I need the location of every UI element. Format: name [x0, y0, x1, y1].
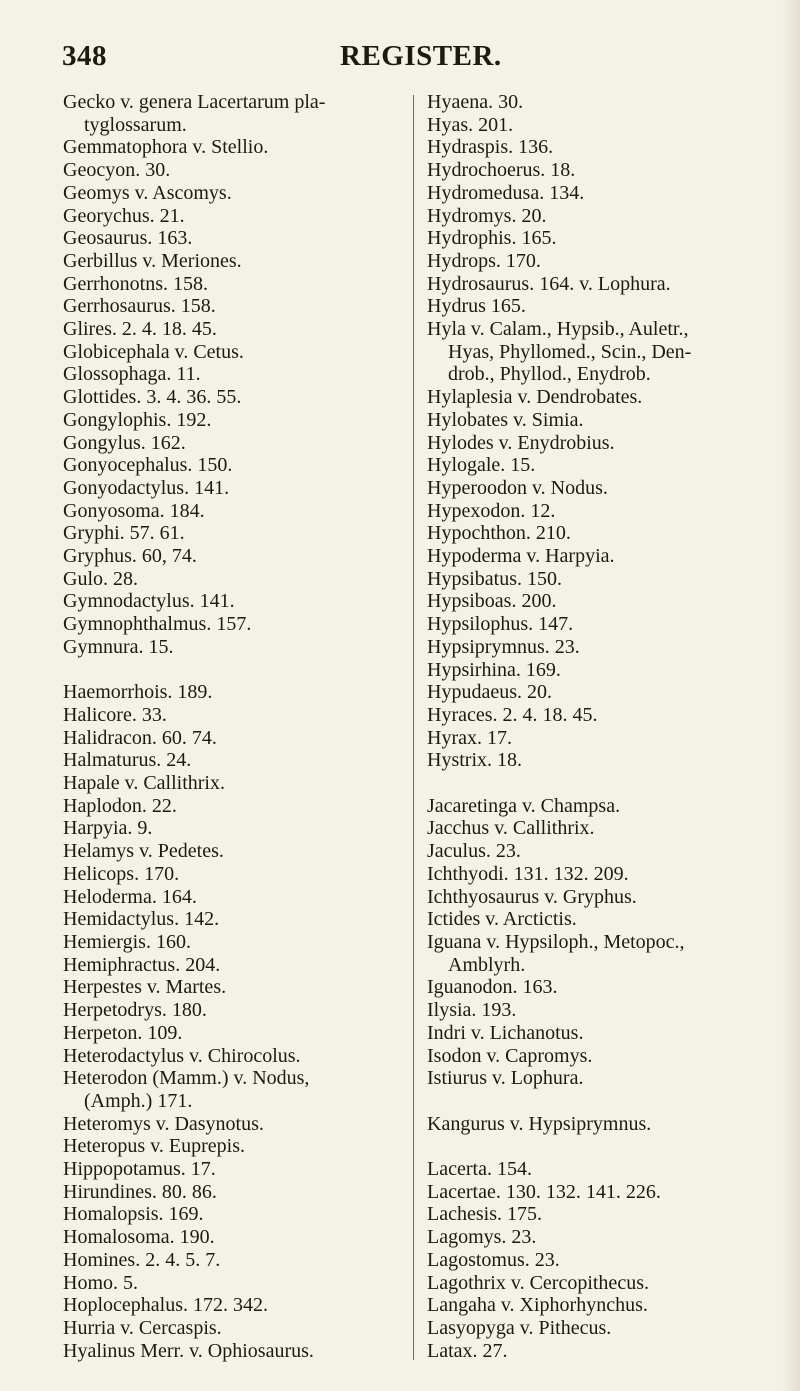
index-entry: Lagomys. 23. — [427, 1226, 537, 1249]
index-entry: Hydrus 165. — [427, 295, 526, 318]
index-entry: Herpetodrys. 180. — [63, 999, 207, 1022]
index-entry-continuation: tyglossarum. — [84, 113, 187, 136]
index-entry: Georychus. 21. — [63, 204, 185, 227]
index-entry: Glires. 2. 4. 18. 45. — [63, 318, 217, 341]
index-entry: Gerbillus v. Meriones. — [63, 249, 242, 272]
index-entry: Hurria v. Cercaspis. — [63, 1316, 222, 1339]
index-entry: Hylobates v. Simia. — [427, 408, 584, 431]
index-entry: Homalosoma. 190. — [63, 1226, 215, 1249]
index-entry: Hyperoodon v. Nodus. — [427, 476, 608, 499]
index-entry: Gonyocephalus. 150. — [63, 454, 233, 477]
index-entry: Lacerta. 154. — [427, 1158, 532, 1180]
page-edge-shadow — [782, 0, 800, 1391]
index-entry: Hystrix. 18. — [427, 749, 522, 772]
index-entry: Gryphus. 60, 74. — [63, 545, 197, 568]
index-entry: Glottides. 3. 4. 36. 55. — [63, 386, 242, 409]
right-index-column — [427, 91, 767, 1362]
index-entry: Halmaturus. 24. — [63, 749, 192, 772]
index-entry: Hylodes v. Enydrobius. — [427, 431, 615, 454]
index-entry: Heteropus v. Euprepis. — [63, 1135, 245, 1158]
index-entry: Hylaplesia v. Dendrobates. — [427, 386, 643, 409]
index-entry-continuation: Hyas, Phyllomed., Scin., Den- — [448, 340, 692, 363]
index-entry: Hemiergis. 160. — [63, 931, 191, 953]
index-entry: Hypsirhina. 169. — [427, 658, 561, 681]
index-entry: Herpestes v. Martes. — [63, 976, 227, 999]
index-entry: Gulo. 28. — [63, 567, 138, 590]
left-index-column — [63, 91, 408, 1362]
index-entry-continuation: (Amph.) 171. — [84, 1089, 193, 1112]
index-entry: Kangurus v. Hypsiprymnus. — [427, 1112, 652, 1135]
index-entry: Hydrochoerus. 18. — [427, 159, 576, 182]
index-entry: Hapale v. Callithrix. — [63, 772, 225, 795]
index-entry: Hypexodon. 12. — [427, 499, 556, 522]
index-entry: Halicore. 33. — [63, 703, 167, 726]
index-entry: Heteromys v. Dasynotus. — [63, 1112, 264, 1135]
index-entry: Hydrophis. 165. — [427, 227, 557, 250]
index-entry: Heloderma. 164. — [63, 885, 197, 908]
index-entry: Hemiphractus. 204. — [63, 953, 221, 976]
index-entry: Herpeton. 109. — [63, 1021, 183, 1044]
index-entry: Iguana v. Hypsiloph., Metopoc., — [427, 931, 685, 953]
index-entry: Latax. 27. — [427, 1339, 508, 1362]
index-entry: Gemmatophora v. Stellio. — [63, 136, 269, 159]
index-entry: Hypoderma v. Harpyia. — [427, 545, 615, 568]
index-entry: Hyrax. 17. — [427, 726, 512, 749]
index-entry: Istiurus v. Lophura. — [427, 1067, 584, 1090]
index-entry: Lacertae. 130. 132. 141. 226. — [427, 1180, 661, 1203]
index-entry: Ilysia. 193. — [427, 999, 517, 1022]
index-entry: Ichthyodi. 131. 132. 209. — [427, 862, 629, 885]
index-entry: Hirundines. 80. 86. — [63, 1180, 217, 1203]
index-entry: Lagothrix v. Cercopithecus. — [427, 1271, 649, 1294]
index-entry: Harpyia. 9. — [63, 817, 153, 840]
page-number: 348 — [62, 40, 107, 72]
index-entry: Jaculus. 23. — [427, 840, 521, 863]
index-entry: Ictides v. Arctictis. — [427, 908, 577, 931]
section-gap — [427, 772, 767, 795]
index-entry: Hylogale. 15. — [427, 454, 536, 477]
index-entry: Hoplocephalus. 172. 342. — [63, 1294, 268, 1317]
index-entry: Langaha v. Xiphorhynchus. — [427, 1294, 648, 1317]
index-entry: Hyas. 201. — [427, 113, 514, 136]
index-entry: Gongylus. 162. — [63, 431, 186, 454]
index-entry: Haemorrhois. 189. — [63, 681, 213, 704]
index-entry: Geosaurus. 163. — [63, 227, 193, 250]
index-entry: Hippopotamus. 17. — [63, 1158, 216, 1181]
section-gap — [427, 1135, 767, 1158]
section-gap — [63, 659, 408, 682]
index-entry: Hydrosaurus. 164. v. Lophura. — [427, 272, 671, 295]
index-entry: Hypudaeus. 20. — [427, 681, 552, 704]
index-entry: Geocyon. 30. — [63, 159, 171, 182]
index-entry: Haplodon. 22. — [63, 794, 177, 817]
index-entry: Gongylophis. 192. — [63, 408, 212, 431]
index-entry: Hemidactylus. 142. — [63, 908, 220, 931]
index-entry-continuation: drob., Phyllod., Enydrob. — [448, 363, 651, 386]
index-entry: Ichthyosaurus v. Gryphus. — [427, 885, 637, 908]
index-entry: Gonyodactylus. 141. — [63, 476, 230, 499]
index-entry: Gerrhonotns. 158. — [63, 272, 208, 295]
index-entry: Hypsibatus. 150. — [427, 567, 562, 590]
index-entry: Heterodon (Mamm.) v. Nodus, — [63, 1067, 310, 1090]
column-divider — [413, 95, 414, 1360]
index-entry: Hyalinus Merr. v. Ophiosaurus. — [63, 1339, 314, 1362]
index-entry: Gryphi. 57. 61. — [63, 522, 185, 545]
index-entry: Hydromedusa. 134. — [427, 181, 585, 204]
index-entry: Jacaretinga v. Champsa. — [427, 794, 621, 817]
index-entry: Gecko v. genera Lacertarum pla- — [63, 91, 326, 113]
index-entry-continuation: Amblyrh. — [448, 953, 526, 976]
index-entry: Hypsilophus. 147. — [427, 613, 574, 636]
index-entry: Gymnodactylus. 141. — [63, 590, 235, 613]
index-entry: Hyla v. Calam., Hypsib., Auletr., — [427, 318, 689, 341]
index-entry: Hydrops. 170. — [427, 249, 541, 272]
index-entry: Indri v. Lichanotus. — [427, 1021, 584, 1044]
index-entry: Helicops. 170. — [63, 862, 180, 885]
index-entry: Hypsiboas. 200. — [427, 590, 557, 613]
index-entry: Gymnophthalmus. 157. — [63, 613, 252, 636]
index-entry: Globicephala v. Cetus. — [63, 340, 244, 363]
index-entry: Gonyosoma. 184. — [63, 499, 205, 522]
index-entry: Hyaena. 30. — [427, 91, 524, 113]
index-entry: Heterodactylus v. Chirocolus. — [63, 1044, 301, 1067]
index-entry: Iguanodon. 163. — [427, 976, 558, 999]
index-entry: Homo. 5. — [63, 1271, 138, 1294]
index-entry: Hydraspis. 136. — [427, 136, 554, 159]
index-entry: Hypsiprymnus. 23. — [427, 635, 580, 658]
index-entry: Homalopsis. 169. — [63, 1203, 204, 1226]
index-entry: Gerrhosaurus. 158. — [63, 295, 216, 318]
index-entry: Gymnura. 15. — [63, 635, 174, 658]
index-entry: Jacchus v. Callithrix. — [427, 817, 595, 840]
index-entry: Hypochthon. 210. — [427, 522, 571, 545]
section-gap — [427, 1090, 767, 1113]
index-entry: Helamys v. Pedetes. — [63, 840, 224, 863]
index-entry: Glossophaga. 11. — [63, 363, 201, 386]
index-entry: Homines. 2. 4. 5. 7. — [63, 1248, 221, 1271]
index-entry: Halidracon. 60. 74. — [63, 726, 217, 749]
index-entry: Lachesis. 175. — [427, 1203, 542, 1226]
running-head: REGISTER. — [340, 40, 502, 72]
index-entry: Hydromys. 20. — [427, 204, 547, 227]
index-entry: Lasyopyga v. Pithecus. — [427, 1316, 612, 1339]
index-entry: Isodon v. Capromys. — [427, 1044, 593, 1067]
index-entry: Lagostomus. 23. — [427, 1248, 560, 1271]
index-entry: Hyraces. 2. 4. 18. 45. — [427, 703, 598, 726]
index-entry: Geomys v. Ascomys. — [63, 181, 232, 204]
